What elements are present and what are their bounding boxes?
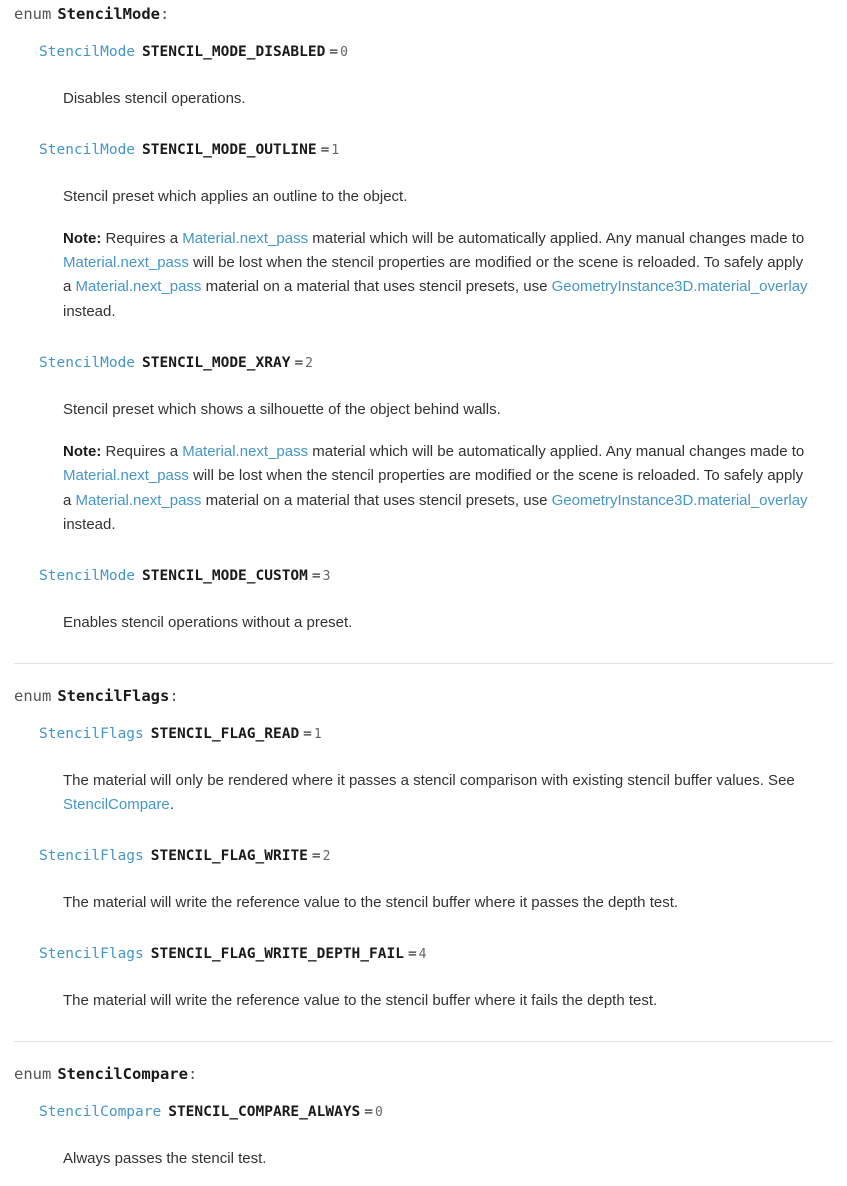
member-value: 1 [331, 142, 340, 158]
note-link-geometryinstance3d-material-overlay[interactable]: GeometryInstance3D.material_overlay [551, 278, 808, 296]
member-body [39, 63, 833, 111]
note-label: Note: [63, 229, 102, 247]
note-link-material-next-pass[interactable]: Material.next_pass [75, 278, 202, 296]
member-note [63, 440, 815, 537]
member-signature [39, 1102, 833, 1123]
member-name: STENCIL_MODE_DISABLED [142, 43, 326, 60]
equals-sign: = [311, 847, 321, 864]
equals-sign: = [303, 725, 312, 742]
description-link-stencilcompare[interactable]: StencilCompare [63, 795, 170, 813]
member-body [39, 1123, 833, 1171]
note-label: Note: [63, 442, 102, 460]
member-description: Disables stencil operations. [63, 89, 246, 107]
member-signature [39, 944, 833, 965]
member-body [39, 161, 833, 324]
note-text-2: material which will be automatically applied. Any manual changes made to [308, 442, 805, 460]
note-text-1: Requires a [101, 442, 183, 460]
member-type-link[interactable]: StencilMode [39, 568, 136, 585]
enum-member-list [14, 28, 833, 635]
enum-member [39, 930, 833, 1013]
member-description: Stencil preset which shows a silhouette of the object behind walls. [63, 400, 501, 418]
member-signature [39, 846, 833, 867]
enum-member [39, 126, 833, 324]
equals-sign: = [407, 945, 417, 962]
enum-member-list [14, 1088, 833, 1171]
description-text-1: The material will only be rendered where it passes a stencil comparison with existing stencil buffer values. See [63, 771, 795, 789]
member-name: STENCIL_FLAG_READ [150, 725, 300, 742]
member-body [39, 867, 833, 915]
note-text-5: instead. [63, 515, 116, 533]
enum-keyword: enum [14, 1064, 52, 1083]
note-text-4: material on a material that uses stencil presets, use [201, 278, 552, 296]
member-name: STENCIL_MODE_CUSTOM [142, 568, 308, 585]
note-link-material-next-pass[interactable]: Material.next_pass [63, 254, 189, 272]
equals-sign: = [329, 43, 339, 60]
member-description: Enables stencil operations without a preset. [63, 614, 353, 632]
member-value: 4 [418, 946, 427, 962]
member-value: 2 [305, 355, 313, 371]
enum-section-stencilcompare [0, 1060, 847, 1186]
enum-colon: : [169, 687, 179, 706]
enum-heading-stencilmode [14, 0, 833, 28]
enum-member [39, 552, 833, 635]
member-value: 2 [322, 848, 331, 864]
member-value: 0 [340, 44, 348, 60]
equals-sign: = [294, 354, 304, 371]
note-link-material-next-pass[interactable]: Material.next_pass [182, 229, 309, 247]
member-description: Always passes the stencil test. [63, 1149, 267, 1167]
member-type-link[interactable]: StencilFlags [39, 725, 144, 742]
member-description [63, 769, 823, 817]
member-type-link[interactable]: StencilFlags [39, 945, 144, 962]
member-signature [39, 353, 833, 374]
member-signature [39, 42, 833, 63]
spacer [0, 664, 847, 682]
note-link-material-next-pass[interactable]: Material.next_pass [63, 467, 189, 485]
member-signature [39, 724, 833, 745]
member-name: STENCIL_FLAG_WRITE [150, 847, 308, 864]
enum-member-list [14, 710, 833, 1013]
member-name: STENCIL_FLAG_WRITE_DEPTH_FAIL [150, 945, 404, 962]
equals-sign: = [320, 141, 330, 158]
enum-member [39, 832, 833, 915]
spacer [0, 1042, 847, 1060]
member-type-link[interactable]: StencilFlags [39, 847, 144, 864]
member-note [63, 227, 815, 324]
enum-member [39, 339, 833, 537]
enum-member [39, 710, 833, 817]
member-description: The material will write the reference value to the stencil buffer where it fails the depth test. [63, 991, 658, 1009]
member-value: 0 [375, 1104, 383, 1120]
member-name: STENCIL_COMPARE_ALWAYS [168, 1103, 361, 1120]
member-body [39, 745, 833, 817]
member-signature [39, 140, 833, 161]
member-description: The material will write the reference value to the stencil buffer where it passes the depth test. [63, 893, 679, 911]
note-link-geometryinstance3d-material-overlay[interactable]: GeometryInstance3D.material_overlay [551, 491, 808, 509]
note-link-material-next-pass[interactable]: Material.next_pass [182, 442, 309, 460]
member-type-link[interactable]: StencilCompare [39, 1103, 162, 1120]
note-text-3: will be lost when the stencil properties are modified or the scene is reloaded. To safely apply a [63, 254, 804, 296]
member-type-link[interactable]: StencilMode [39, 354, 136, 371]
note-link-material-next-pass[interactable]: Material.next_pass [75, 491, 202, 509]
member-value: 1 [313, 726, 322, 742]
enum-member [39, 1088, 833, 1171]
equals-sign: = [364, 1103, 374, 1120]
member-body [39, 374, 833, 537]
note-text-2: material which will be automatically applied. Any manual changes made to [308, 229, 805, 247]
enum-colon: : [159, 5, 170, 23]
member-type-link[interactable]: StencilMode [39, 43, 136, 60]
enum-heading-stencilcompare [14, 1060, 833, 1088]
member-name: STENCIL_MODE_XRAY [142, 354, 291, 371]
description-text-2: . [169, 795, 174, 813]
member-description: Stencil preset which applies an outline to the object. [63, 187, 408, 205]
member-value: 3 [322, 569, 331, 585]
enum-title: StencilCompare [57, 1064, 188, 1083]
member-type-link[interactable]: StencilMode [39, 141, 136, 158]
enum-title: StencilMode [57, 5, 160, 23]
note-text-3: will be lost when the stencil properties are modified or the scene is reloaded. To safely apply a [63, 467, 804, 509]
enum-section-stencilflags [0, 682, 847, 1013]
enum-member [39, 28, 833, 111]
enum-keyword: enum [14, 687, 52, 706]
note-text-1: Requires a [101, 229, 183, 247]
enum-heading-stencilflags [14, 682, 833, 710]
enum-keyword: enum [14, 5, 52, 23]
member-body [39, 965, 833, 1013]
member-name: STENCIL_MODE_OUTLINE [142, 141, 317, 158]
note-text-5: instead. [63, 302, 116, 320]
enum-title: StencilFlags [57, 687, 170, 706]
member-body [39, 587, 833, 635]
member-signature [39, 566, 833, 587]
enum-colon: : [187, 1064, 198, 1083]
equals-sign: = [311, 568, 321, 585]
note-text-4: material on a material that uses stencil presets, use [201, 491, 552, 509]
